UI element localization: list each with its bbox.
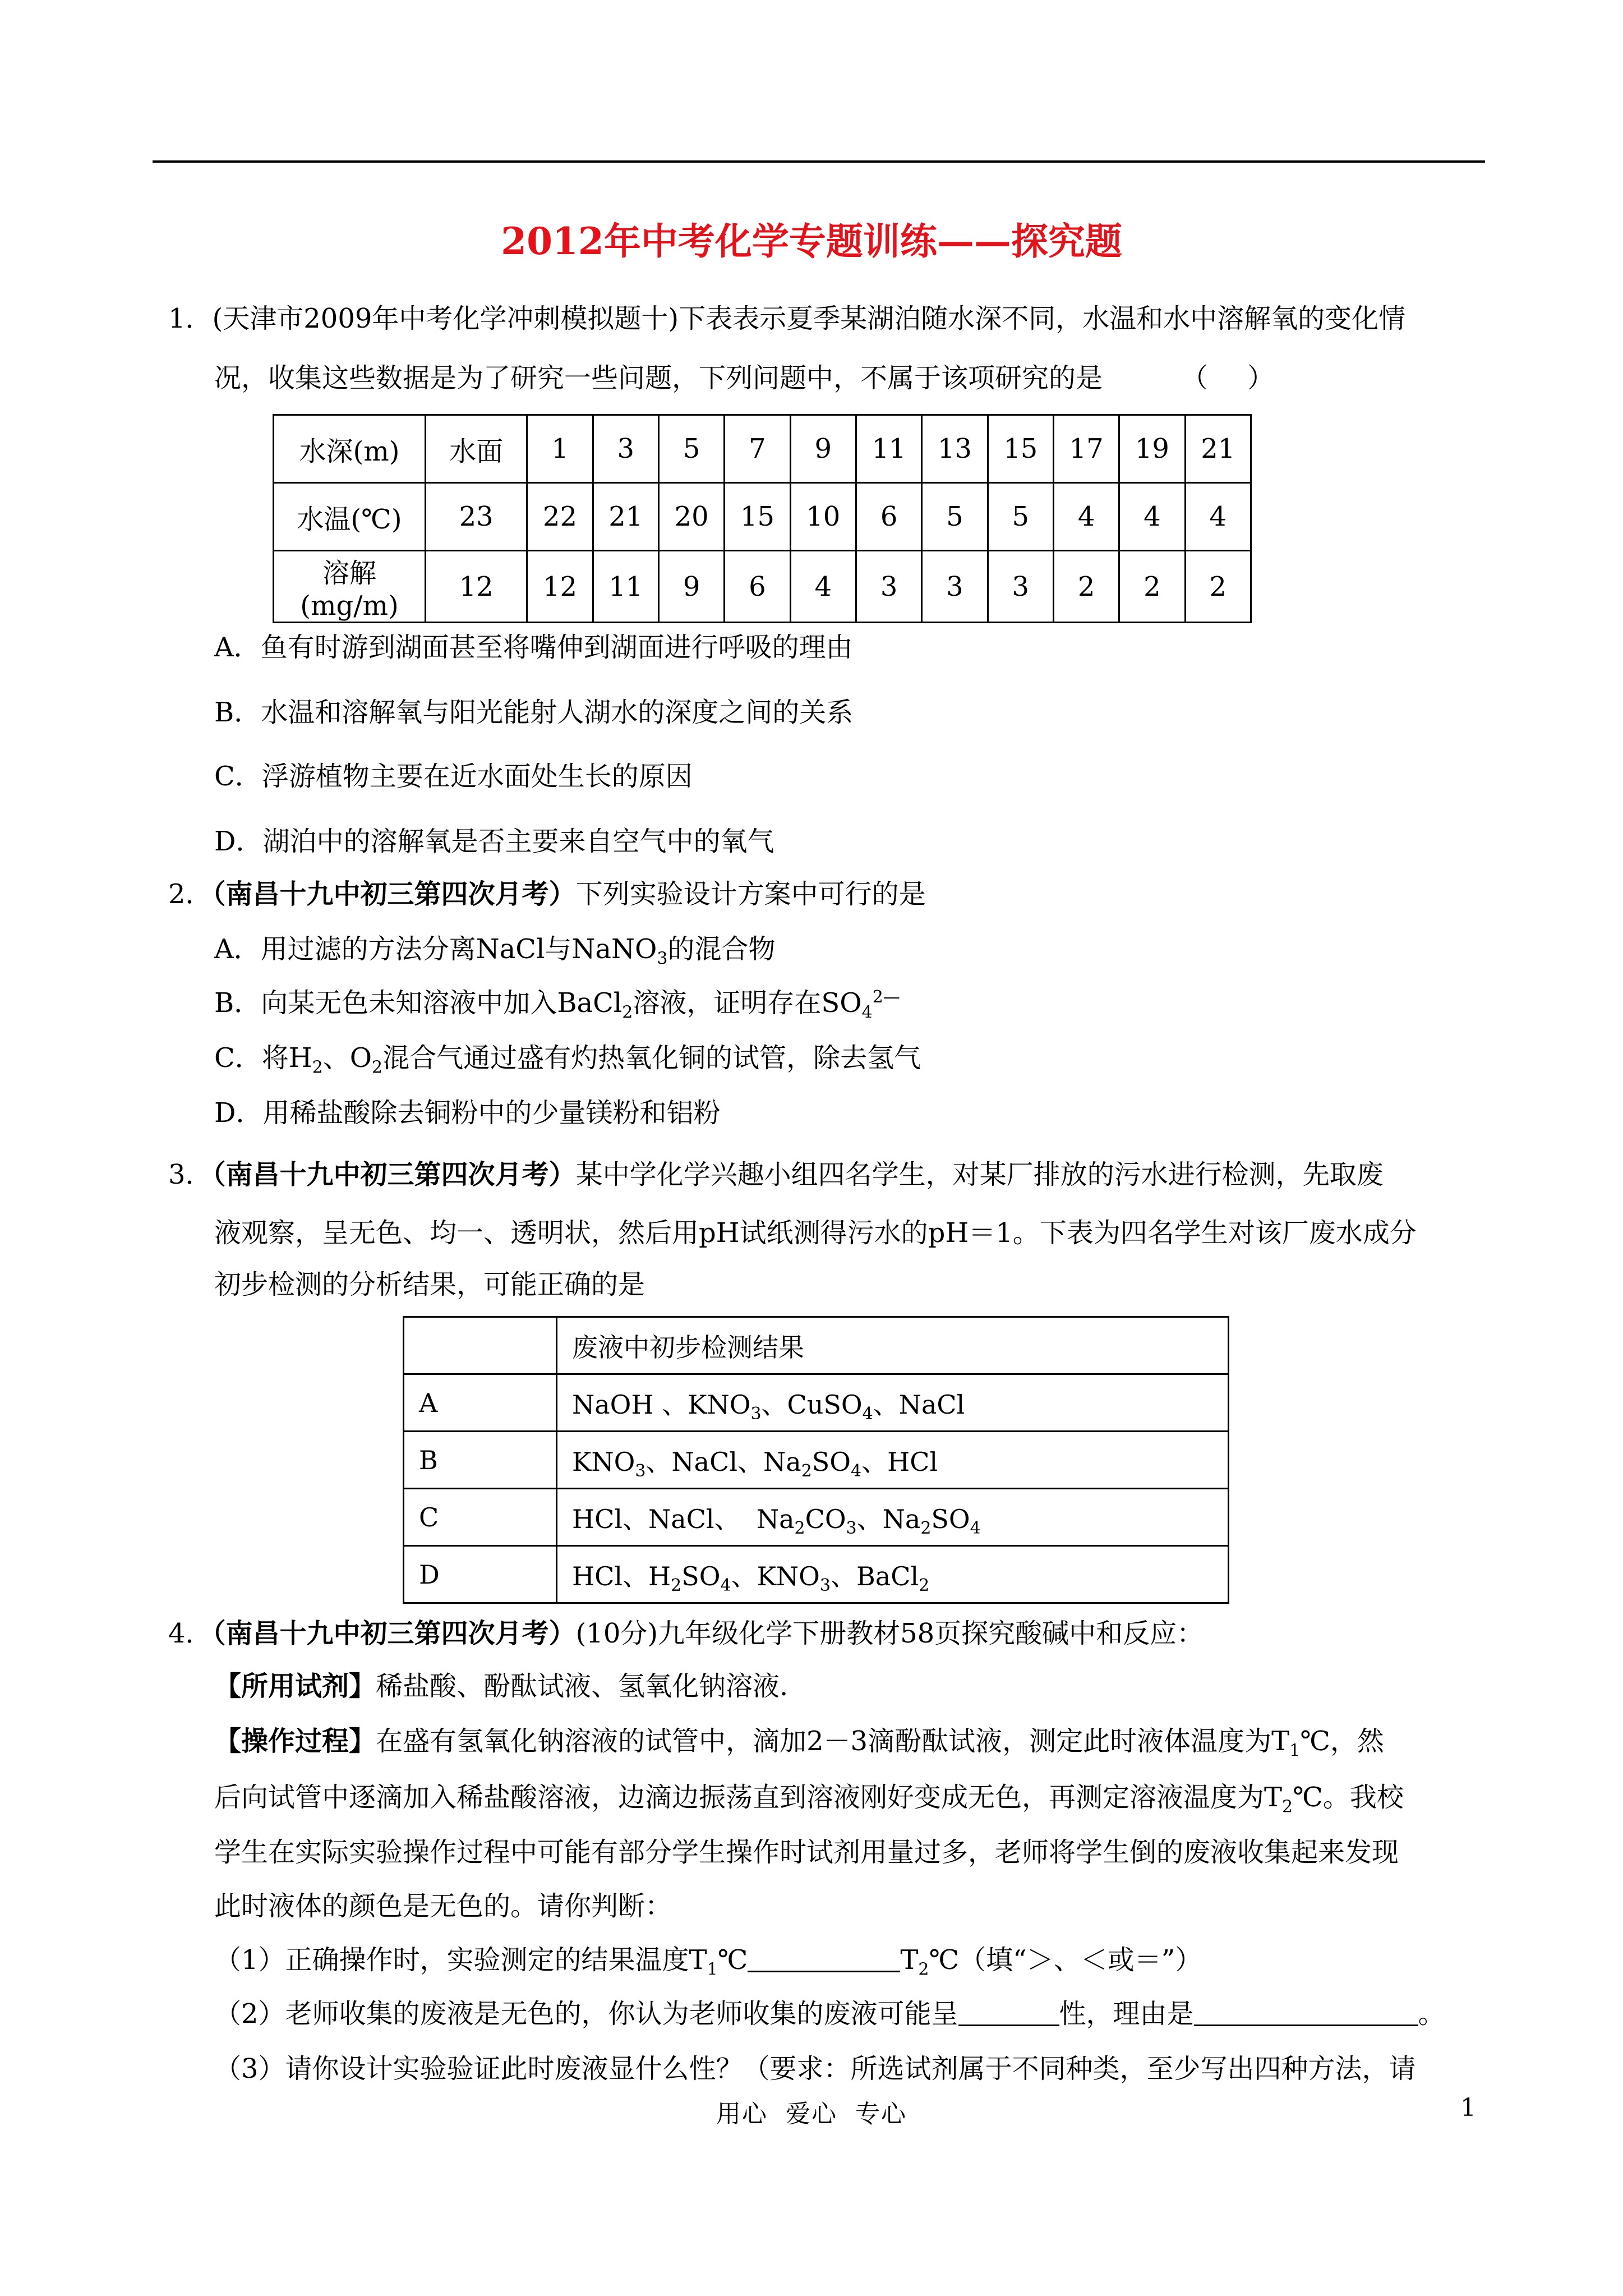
q3-results-table: [403, 1316, 1229, 1604]
page-footer: 用心 爱心 专心: [716, 2100, 907, 2128]
q3-stem-line3: 初步检测的分析结果，可能正确的是: [214, 1269, 645, 1300]
table-cell: 21: [593, 483, 658, 551]
answer-blank[interactable]: [1194, 1996, 1418, 2026]
table-row: [404, 1489, 1229, 1546]
q1-stem-line1: 1．(天津市2009年中考化学冲刺模拟题十)下表表示夏季某湖泊随水深不同，水温和水中溶解氧的变化情: [168, 303, 1406, 334]
table-row: [274, 483, 1251, 551]
table-cell: 2: [1185, 551, 1251, 623]
q4-process-line3: 学生在实际实验操作过程中可能有部分学生操作时试剂用量过多，老师将学生倒的废液收集起来发现: [214, 1837, 1399, 1868]
table-cell: 3: [922, 551, 988, 623]
table-cell: 6: [725, 551, 790, 623]
q4-process-line4: 此时液体的颜色是无色的。请你判断：: [214, 1890, 672, 1922]
q1-stem-line2: 况，收集这些数据是为了研究一些问题，下列问题中，不属于该项研究的是 （ ）: [214, 362, 1275, 394]
table-cell: 4: [1119, 483, 1185, 551]
q3-stem-line2: 液观察，呈无色、均一、透明状，然后用pH试纸测得污水的pH＝1。下表为四名学生对该厂废水成分: [214, 1217, 1417, 1249]
table-row: [404, 1374, 1229, 1432]
table-row: [404, 1317, 1229, 1374]
q2-stem: 2．（南昌十九中初三第四次月考）下列实验设计方案中可行的是: [168, 878, 926, 910]
table-row-label: C: [404, 1489, 557, 1546]
table-cell: 17: [1053, 415, 1119, 483]
table-cell: 23: [426, 483, 527, 551]
table-row-label: 水深(m): [274, 415, 426, 483]
table-cell: 2: [1119, 551, 1185, 623]
table-row-label: B: [404, 1432, 557, 1489]
table-cell: 4: [790, 551, 856, 623]
q1-option-a: A．鱼有时游到湖面甚至将嘴伸到湖面进行呼吸的理由: [214, 632, 853, 663]
table-cell: 15: [988, 415, 1053, 483]
table-row: [274, 551, 1251, 623]
q4-subq-1: （1）正确操作时，实验测定的结果温度$T_1℃$ $T_2℃$（填“＞、＜或＝”）: [214, 1942, 1202, 1978]
table-cell: 4: [1185, 483, 1251, 551]
table-cell: 3: [593, 415, 658, 483]
q4-subq-2: （2）老师收集的废液是无色的，你认为老师收集的废液可能呈 性，理由是 。: [214, 1996, 1445, 2032]
table-cell: 20: [658, 483, 724, 551]
q2-option-a: A．用过滤的方法分离NaCl与NaNO$_3$的混合物: [214, 933, 776, 969]
q2-option-b: B．向某无色未知溶液中加入BaCl$_2$溶液，证明存在$SO_4^{2—}$: [214, 987, 900, 1023]
header-rule: [153, 160, 1485, 163]
table-cell: 4: [1053, 483, 1119, 551]
table-cell: 11: [593, 551, 658, 623]
table-cell: 15: [725, 483, 790, 551]
table-cell: NaOH 、$KNO_3$、CuSO$_4$、NaCl: [557, 1374, 1229, 1432]
table-cell: 12: [527, 551, 593, 623]
table-cell: 10: [790, 483, 856, 551]
table-row: [404, 1432, 1229, 1489]
table-cell: HCl、NaCl、 $Na_2CO_3$、$Na_2SO_4$: [557, 1489, 1229, 1546]
table-cell: 13: [922, 415, 988, 483]
page-title: 2012年中考化学专题训练——探究题: [501, 219, 1122, 263]
table-cell: 5: [658, 415, 724, 483]
q1-data-table: [273, 414, 1252, 623]
q3-stem-line1: 3．（南昌十九中初三第四次月考）某中学化学兴趣小组四名学生，对某厂排放的污水进行检测，先取废: [168, 1159, 1384, 1190]
page-number: 1: [1460, 2093, 1476, 2122]
q4-subq-3: （3）请你设计实验验证此时废液显什么性？（要求：所选试剂属于不同种类，至少写出四种方法，请: [214, 2053, 1416, 2085]
table-cell: 12: [426, 551, 527, 623]
q4-process-line2: 后向试管中逐滴加入稀盐酸溶液，边滴边振荡直到溶液刚好变成无色，再测定溶液温度为$T_2℃$。我校: [214, 1782, 1404, 1817]
table-cell: 2: [1053, 551, 1119, 623]
table-cell: 7: [725, 415, 790, 483]
q1-option-c: C．浮游植物主要在近水面处生长的原因: [214, 761, 693, 792]
table-header-cell: 废液中初步检测结果: [557, 1317, 1229, 1374]
table-cell: 19: [1119, 415, 1185, 483]
q4-stem: 4．（南昌十九中初三第四次月考）(10分)九年级化学下册教材58页探究酸碱中和反应：: [168, 1618, 1204, 1649]
table-cell: 1: [527, 415, 593, 483]
q1-option-d: D．湖泊中的溶解氧是否主要来自空气中的氧气: [214, 826, 774, 857]
table-cell: [404, 1317, 557, 1374]
table-cell: HCl、$H_2SO_4$、$KNO_3$、BaCl$_2$: [557, 1546, 1229, 1603]
table-row-label: A: [404, 1374, 557, 1432]
table-cell: $KNO_3$、NaCl、$Na_2SO_4$、HCl: [557, 1432, 1229, 1489]
table-cell: 3: [988, 551, 1053, 623]
answer-blank[interactable]: [748, 1943, 900, 1972]
table-row-label: 溶解(mg/m): [274, 551, 426, 623]
table-cell: 5: [922, 483, 988, 551]
q2-option-c: C．将$H_2$、$O_2$混合气通过盛有灼热氧化铜的试管，除去氢气: [214, 1042, 921, 1078]
table-cell: 3: [856, 551, 921, 623]
table-row: [274, 415, 1251, 483]
q4-reagents: 【所用试剂】稀盐酸、酚酞试液、氢氧化钠溶液.: [214, 1671, 789, 1702]
answer-blank[interactable]: [958, 1996, 1059, 2026]
table-cell: 5: [988, 483, 1053, 551]
table-cell: 6: [856, 483, 921, 551]
table-cell: 11: [856, 415, 921, 483]
q4-process-line1: 【操作过程】在盛有氢氧化钠溶液的试管中，滴加2－3滴酚酞试液，测定此时液体温度为$T_1℃$，然: [214, 1726, 1384, 1761]
table-row: [404, 1546, 1229, 1603]
table-row-label: 水温(℃): [274, 483, 426, 551]
q2-option-d: D．用稀盐酸除去铜粉中的少量镁粉和铝粉: [214, 1097, 721, 1129]
table-cell: 9: [790, 415, 856, 483]
table-cell: 水面: [426, 415, 527, 483]
q1-option-b: B．水温和溶解氧与阳光能射人湖水的深度之间的关系: [214, 697, 854, 728]
table-cell: 22: [527, 483, 593, 551]
table-row-label: D: [404, 1546, 557, 1603]
table-cell: 9: [658, 551, 724, 623]
table-cell: 21: [1185, 415, 1251, 483]
